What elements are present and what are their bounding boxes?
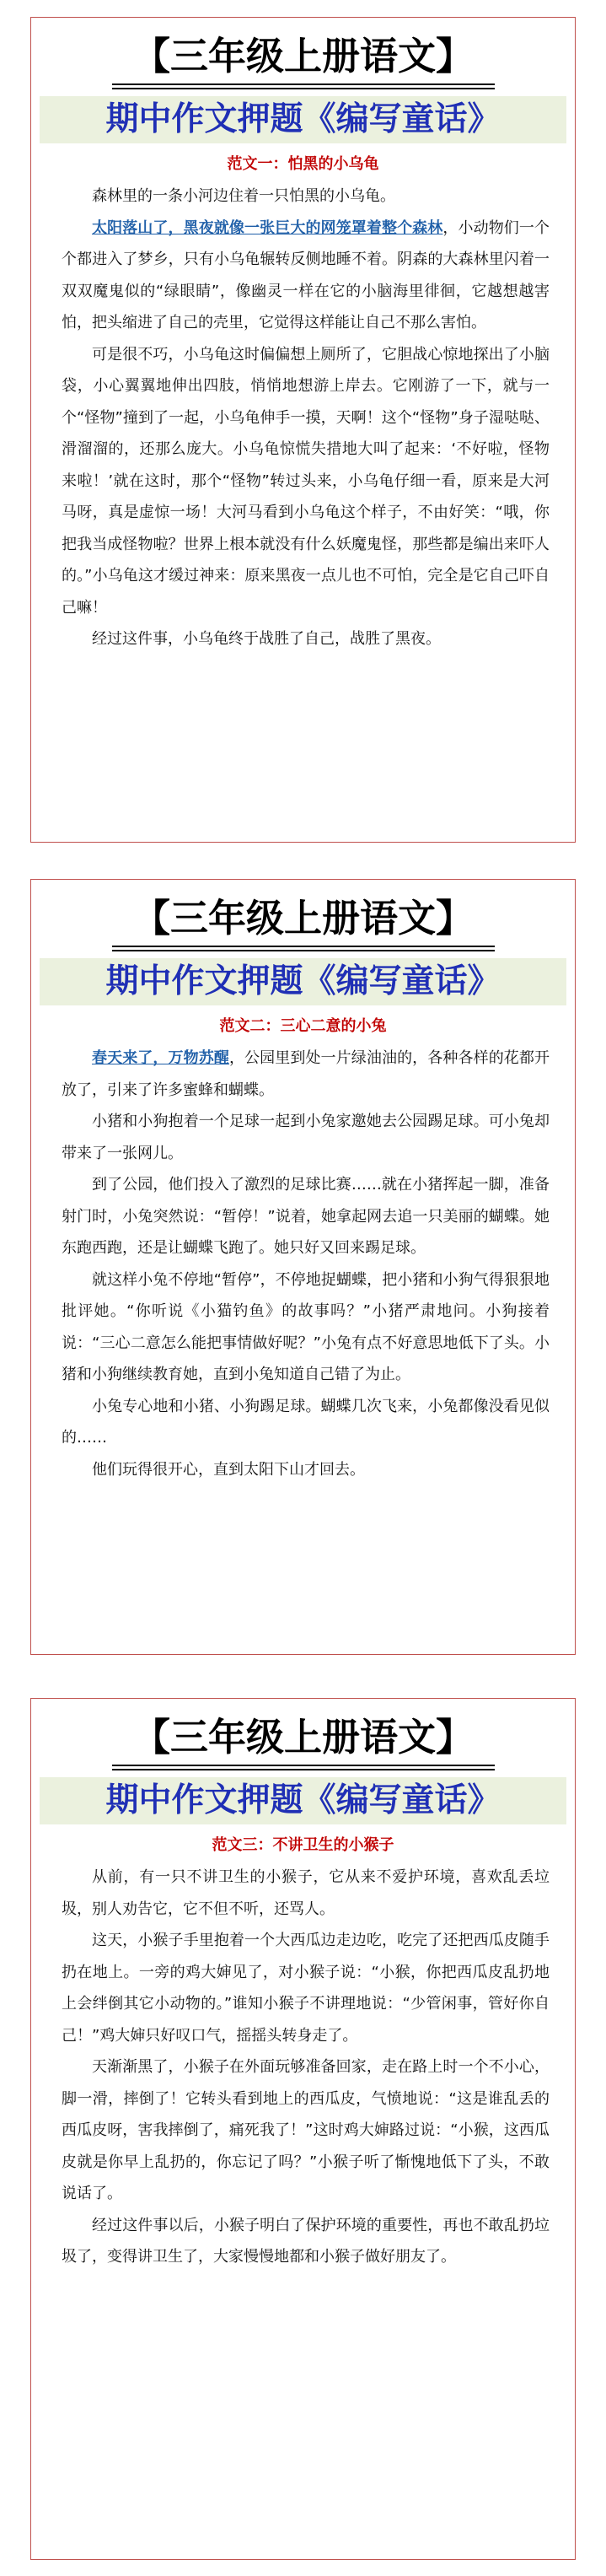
paragraph — [62, 1925, 550, 2051]
essay-body — [31, 1037, 575, 1485]
title-underline — [112, 946, 495, 951]
paragraph — [62, 213, 550, 339]
essay-title: 范文三：不讲卫生的小猴子 — [212, 1836, 394, 1854]
subtitle-banner: 期中作文押题《编写童话》 — [40, 96, 566, 143]
essay-title: 范文一：怕黑的小乌龟 — [227, 155, 379, 173]
subtitle-banner: 期中作文押题《编写童话》 — [40, 958, 566, 1005]
paragraph-text: ，公园里到处一片绿油油的，各种各样的花都开放了，引来了许多蜜蜂和蝴蝶。 — [62, 1049, 550, 1099]
paragraph-text: 他们玩得很开心，直到太阳下山才回去。 — [92, 1460, 365, 1479]
paragraph-text: 可是很不巧，小乌龟这时偏偏想上厕所了，它胆战心惊地探出了小脑袋，小心翼翼地伸出四肢，悄悄地想游上岸去。它刚游了一下，就与一个“怪物”撞到了一起，小乌龟伸手一摸，天啊！这个“怪物”身子湿哒哒、滑溜溜的，还那么庞大。小乌龟惊慌失措地大叫了起来：‘不好啦，怪物来啦！’就在这时，那个“怪物”转过头来，小乌龟仔细一看，原来是大河马呀，真是虚惊一场！大河马看到小乌龟这个样子，不由好笑：“哦，你把我当成怪物啦？世界上根本就没有什么妖魔鬼怪，那些都是编出来吓人的。”小乌龟这才缓过神来：原来黑夜一点儿也不可怕，完全是它自己吓自己嘛！ — [62, 345, 550, 617]
paragraph — [62, 339, 550, 624]
title-underline — [112, 84, 495, 89]
paragraph-text: 小猪和小狗抱着一个足球一起到小兔家邀她去公园踢足球。可小兔却带来了一张网儿。 — [62, 1113, 550, 1162]
paragraph — [62, 1862, 550, 1925]
paragraph — [62, 623, 550, 655]
grade-title: 【三年级上册语文】 — [131, 1715, 474, 1760]
subtitle-banner: 期中作文押题《编写童话》 — [40, 1777, 566, 1824]
essay-card-1 — [30, 17, 576, 843]
paragraph-text: ，小动物们一个个都进入了梦乡，只有小乌龟辗转反侧地睡不着。阴森的大森林里闪着一双双魔鬼似的“绿眼睛”，像幽灵一样在它的小脑海里徘徊，它越想越害怕，把头缩进了自己的壳里，它觉得这样能让自己不那么害怕。 — [62, 218, 550, 331]
paragraph — [62, 1106, 550, 1169]
essay-title: 范文二：三心二意的小兔 — [219, 1017, 387, 1035]
essay-card-3 — [30, 1698, 576, 2560]
paragraph — [62, 1391, 550, 1454]
paragraph-text: 就这样小兔不停地“暂停”，不停地捉蝴蝶，把小猪和小狗气得狠狠地批评她。“你听说《小猫钓鱼》的故事吗？”小猪严肃地问。小狗接着说：“三心二意怎么能把事情做好呢？”小兔有点不好意思地低下了头。小猪和小狗继续教育她，直到小兔知道自己错了为止。 — [62, 1270, 550, 1383]
paragraph-text: 小兔专心地和小猪、小狗踢足球。蝴蝶几次飞来，小兔都像没看见似的…… — [62, 1397, 550, 1447]
paragraph-text: 这天，小猴子手里抱着一个大西瓜边走边吃，吃完了还把西瓜皮随手扔在地上。一旁的鸡大婶见了，对小猴子说：“小猴，你把西瓜皮乱扔地上会绊倒其它小动物的。”谁知小猴子不讲理地说：“少管闲事，管好你自己！”鸡大婶只好叹口气，摇摇头转身走了。 — [62, 1932, 550, 2045]
essay-body — [31, 175, 575, 655]
paragraph — [62, 1169, 550, 1264]
paragraph — [62, 2210, 550, 2273]
paragraph — [62, 181, 550, 213]
grade-title: 【三年级上册语文】 — [131, 896, 474, 940]
essay-card-2 — [30, 879, 576, 1655]
paragraph — [62, 1043, 550, 1106]
paragraph — [62, 1454, 550, 1486]
paragraph — [62, 2051, 550, 2210]
paragraph-highlight: 太阳落山了，黑夜就像一张巨大的网笼罩着整个森林 — [92, 218, 443, 237]
paragraph — [62, 1264, 550, 1391]
paragraph-text: 从前，有一只不讲卫生的小猴子，它从来不爱护环境，喜欢乱丢垃圾，别人劝告它，它不但不听，还骂人。 — [62, 1868, 550, 1918]
paragraph-highlight: 春天来了，万物苏醒 — [92, 1049, 229, 1067]
paragraph-text: 经过这件事以后，小猴子明白了保护环境的重要性，再也不敢乱扔垃圾了，变得讲卫生了，大家慢慢地都和小猴子做好朋友了。 — [62, 2216, 550, 2266]
paragraph-text: 森林里的一条小河边住着一只怕黑的小乌龟。 — [92, 187, 395, 205]
essay-body — [31, 1857, 575, 2273]
paragraph-text: 天渐渐黑了，小猴子在外面玩够准备回家，走在路上时一个不小心，脚一滑，摔倒了！它转头看到地上的西瓜皮，气愤地说：“这是谁乱丢的西瓜皮呀，害我摔倒了，痛死我了！”这时鸡大婶路过说：“小猴，这西瓜皮就是你早上乱扔的，你忘记了吗？”小猴子听了惭愧地低下了头，不敢说话了。 — [62, 2058, 550, 2202]
grade-title: 【三年级上册语文】 — [131, 34, 474, 78]
title-underline — [112, 1765, 495, 1770]
paragraph-text: 经过这件事，小乌龟终于战胜了自己，战胜了黑夜。 — [92, 630, 441, 648]
paragraph-text: 到了公园，他们投入了激烈的足球比赛……就在小猪挥起一脚，准备射门时，小兔突然说：“暂停！”说着，她拿起网去追一只美丽的蝴蝶。她东跑西跑，还是让蝴蝶飞跑了。她只好又回来踢足球。 — [62, 1176, 550, 1257]
